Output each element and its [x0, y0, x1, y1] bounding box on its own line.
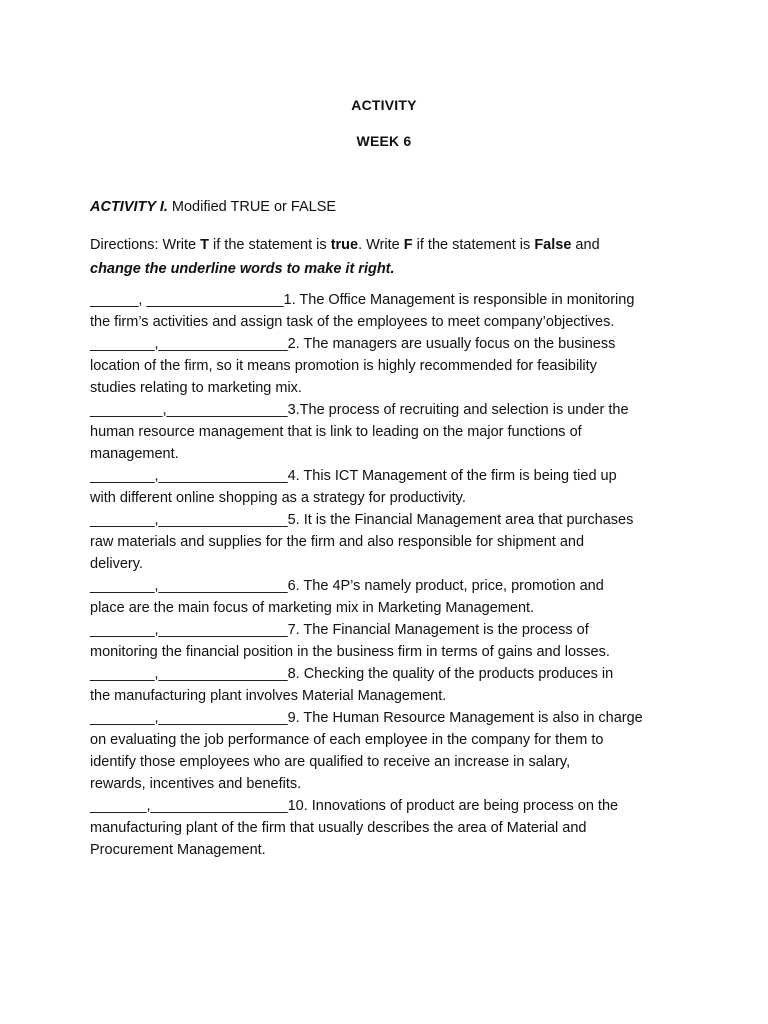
question-item — [90, 289, 690, 333]
directions-text: if the statement is — [208, 237, 331, 253]
question-item — [90, 465, 690, 509]
question-line: ________,________________5. It is the Financial Management area that purchases — [90, 512, 634, 528]
question-line: the manufacturing plant involves Material Management. — [90, 688, 447, 704]
question-line: ________,________________7. The Financial Management is the process of — [90, 622, 589, 638]
activity-heading — [90, 199, 336, 215]
question-line: with different online shopping as a strategy for productivity. — [90, 490, 466, 506]
page-subtitle: WEEK 6 — [356, 133, 412, 149]
question-line: the firm’s activities and assign task of the employees to meet company’objectives. — [90, 314, 615, 330]
question-line: location of the firm, so it means promotion is highly recommended for feasibility — [90, 358, 597, 374]
activity-text: Modified TRUE or FALSE — [167, 199, 337, 215]
directions-bold-t: T — [200, 237, 209, 253]
question-line: human resource management that is link to leading on the major functions of — [90, 424, 582, 440]
question-line: _______,_________________10. Innovations of product are being process on the — [90, 798, 619, 814]
directions — [90, 233, 690, 281]
question-list — [90, 289, 690, 861]
directions-instruction: change the underline words to make it right. — [90, 261, 395, 277]
directions-text: and — [571, 237, 600, 253]
directions-text: . Write — [358, 237, 404, 253]
question-line: ______, _________________1. The Office Management is responsible in monitoring — [90, 292, 635, 308]
directions-text: Directions: Write — [90, 237, 201, 253]
question-line: monitoring the financial position in the business firm in terms of gains and losses. — [90, 644, 610, 660]
question-line: ________,________________6. The 4P’s namely product, price, promotion and — [90, 578, 604, 594]
question-item — [90, 795, 690, 861]
question-line: on evaluating the job performance of each employee in the company for them to — [90, 732, 604, 748]
question-line: _________,_______________3.The process of recruiting and selection is under the — [90, 402, 629, 418]
question-line: place are the main focus of marketing mix in Marketing Management. — [90, 600, 535, 616]
directions-bold-true: true — [330, 237, 359, 253]
question-line: ________,________________2. The managers are usually focus on the business — [90, 336, 616, 352]
question-line: studies relating to marketing mix. — [90, 380, 302, 396]
question-line: delivery. — [90, 556, 143, 572]
question-item — [90, 619, 690, 663]
question-line: ________,________________9. The Human Resource Management is also in charge — [90, 710, 643, 726]
question-item — [90, 707, 690, 795]
question-line: raw materials and supplies for the firm and also responsible for shipment and — [90, 534, 585, 550]
activity-label: ACTIVITY I. — [90, 199, 168, 215]
question-line: rewards, incentives and benefits. — [90, 776, 302, 792]
question-item — [90, 663, 690, 707]
question-item — [90, 399, 690, 465]
question-line: manufacturing plant of the firm that usually describes the area of Material and — [90, 820, 587, 836]
directions-text: if the statement is — [412, 237, 535, 253]
question-line: ________,________________4. This ICT Management of the firm is being tied up — [90, 468, 617, 484]
question-line: identify those employees who are qualified to receive an increase in salary, — [90, 754, 571, 770]
directions-line — [90, 233, 690, 257]
question-item — [90, 575, 690, 619]
directions-bold-false: False — [534, 237, 572, 253]
question-item — [90, 509, 690, 575]
question-item — [90, 333, 690, 399]
question-line: ________,________________8. Checking the quality of the products produces in — [90, 666, 614, 682]
question-line: Procurement Management. — [90, 842, 266, 858]
page-title: ACTIVITY — [351, 97, 417, 113]
directions-bold-f: F — [403, 237, 413, 253]
question-line: management. — [90, 446, 179, 462]
